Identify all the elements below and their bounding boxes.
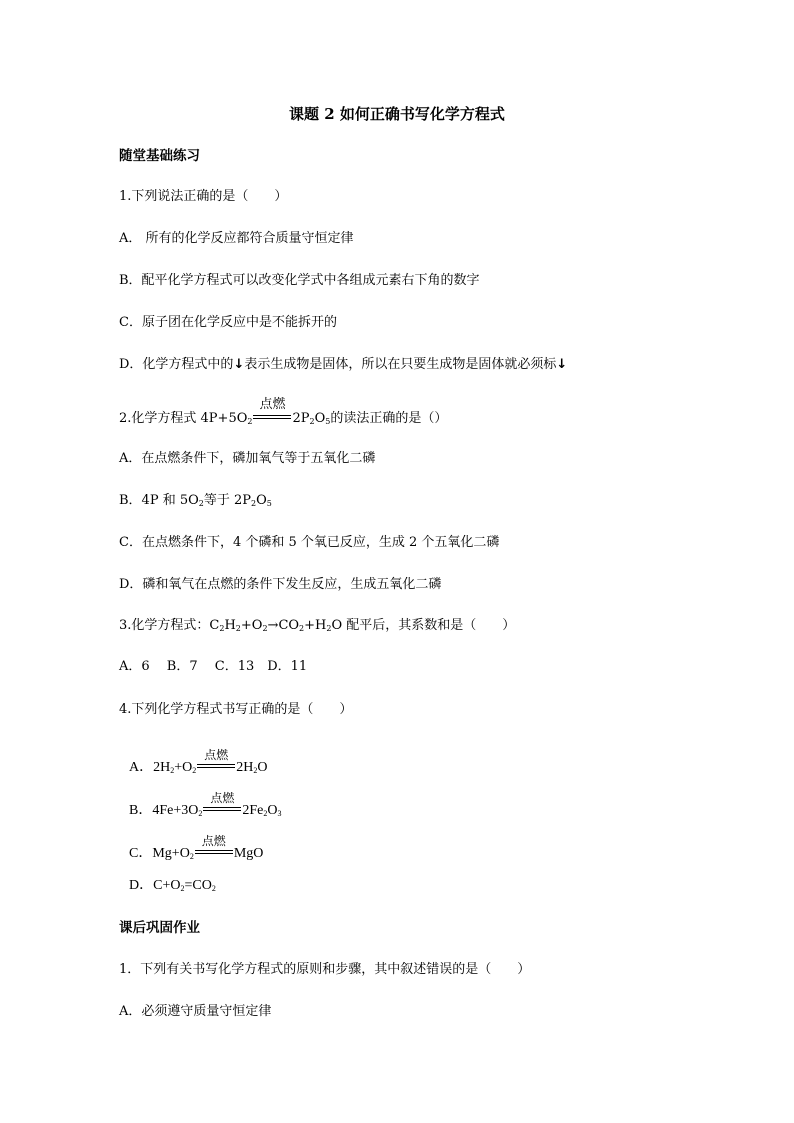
q2-product-sub: 5 [325, 417, 331, 426]
q4-option-c [129, 834, 264, 862]
formula-part: O [267, 803, 278, 818]
q2-product-o: O [314, 411, 326, 426]
q1-option-c: C．原子团在化学反应中是不能拆开的 [119, 315, 337, 330]
formula-sub: 2 [198, 809, 203, 818]
q1-stem: 1.下列说法正确的是（ ） [119, 189, 288, 204]
q2-b-sub: 2 [198, 499, 204, 508]
reaction-condition-arrow [197, 748, 235, 773]
formula-part: 2H [153, 760, 171, 775]
q4-option-a [129, 748, 268, 776]
reaction-condition-text: 点燃 [204, 748, 229, 762]
reaction-condition-text: 点燃 [210, 791, 235, 805]
q2-option-d: D．磷和氧气在点燃的条件下发生反应，生成五氧化二磷 [119, 577, 442, 592]
formula-part: MgO [233, 846, 264, 861]
q4-option-d [129, 878, 216, 894]
q2-option-c: C．在点燃条件下，4 个磷和 5 个氧已反应，生成 2 个五氧化二磷 [119, 535, 500, 550]
equal-bar-bottom [195, 853, 233, 854]
equal-bar-top [203, 807, 241, 808]
formula-part: 2Fe [242, 803, 264, 818]
reaction-condition-arrow [203, 791, 241, 816]
q4-a-label: A． [129, 760, 154, 775]
formula-part: 4Fe+3O [152, 803, 199, 818]
formula-sub: 3 [277, 809, 282, 818]
q2-option-a: A．在点燃条件下，磷加氧气等于五氧化二磷 [119, 451, 376, 466]
formula-sub: 2 [189, 852, 194, 861]
formula-sub: 2 [170, 766, 175, 775]
q2-stem [119, 397, 448, 427]
equal-bar-top [195, 850, 233, 851]
formula-part: C+O [153, 878, 181, 893]
formula-sub: 2 [263, 809, 268, 818]
reaction-condition-text: 点燃 [259, 397, 286, 412]
q2-product-sub: 2 [309, 417, 315, 426]
formula-part: 2H [236, 760, 254, 775]
equal-bar-bottom [197, 767, 235, 768]
q3-sub: 2 [299, 624, 305, 633]
down-arrow-icon: ↓ [233, 357, 245, 372]
formula-sub: 2 [211, 884, 216, 893]
q2-b-sub: 5 [266, 499, 272, 508]
q4-stem: 4.下列化学方程式书写正确的是（ ） [119, 702, 353, 717]
q2-b-middle: 等于 2P [203, 493, 252, 508]
formula-part: Mg+O [152, 846, 190, 861]
q3-sub: 2 [262, 624, 268, 633]
q1-option-b: B．配平化学方程式可以改变化学式中各组成元素右下角的数字 [119, 273, 480, 288]
page-title: 课题 2 如何正确书写化学方程式 [289, 105, 505, 123]
q1-option-d [119, 357, 567, 373]
q4-d-label: D． [129, 878, 154, 893]
q2-b-o: O [256, 493, 267, 508]
q1-d-middle: 表示生成物是固体，所以在只要生成物是固体就必须标 [244, 357, 557, 372]
reaction-condition-arrow [195, 834, 233, 859]
q1-option-a: A． 所有的化学反应都符合质量守恒定律 [119, 231, 354, 246]
h1-option-a: A．必须遵守质量守恒定律 [119, 1004, 272, 1019]
q2-b-sub: 2 [251, 499, 257, 508]
q1-d-prefix: D．化学方程式中的 [119, 357, 234, 372]
q3-stem-prefix: 3.化学方程式：C [119, 618, 220, 633]
reaction-condition-text: 点燃 [201, 834, 226, 848]
q3-stem-suffix: O 配平后，其系数和是（ ） [331, 618, 516, 633]
reaction-condition-arrow [253, 397, 291, 424]
q3-stem [119, 618, 515, 634]
formula-part: =CO [184, 878, 212, 893]
q3-sub: 2 [235, 624, 241, 633]
q3-arrow-co: →CO [267, 618, 300, 633]
q3-plus-h: +H [304, 618, 327, 633]
q3-sub: 2 [326, 624, 332, 633]
q2-product: 2P [292, 411, 310, 426]
q3-sub: 2 [219, 624, 225, 633]
formula-part: +O [174, 760, 193, 775]
q3-h: H [224, 618, 236, 633]
section-practice: 随堂基础练习 [119, 148, 200, 164]
q2-stem-suffix: 的读法正确的是（） [330, 411, 448, 426]
down-arrow-icon: ↓ [556, 357, 568, 372]
formula-sub: 2 [253, 766, 258, 775]
q3-plus-o: +O [240, 618, 263, 633]
formula-sub: 2 [192, 766, 197, 775]
formula-sub: 2 [180, 884, 185, 893]
q4-b-label: B． [129, 803, 153, 818]
equal-bar-top [197, 764, 235, 765]
q2-sub: 2 [247, 417, 253, 426]
q2-option-b [119, 493, 272, 509]
q4-c-label: C． [129, 846, 153, 861]
h1-stem: 1．下列有关书写化学方程式的原则和步骤，其中叙述错误的是（ ） [119, 962, 531, 977]
q3-options: A．6 B．7 C．13 D．11 [119, 659, 308, 674]
q2-b-prefix: B．4P 和 5O [119, 493, 199, 508]
q2-stem-prefix: 2.化学方程式 4P+5O [119, 411, 248, 426]
formula-part: O [257, 760, 268, 775]
equal-bar-bottom [203, 810, 241, 811]
section-homework: 课后巩固作业 [119, 920, 200, 936]
q4-option-b [129, 791, 282, 819]
equal-bar-bottom [253, 418, 291, 419]
equal-bar-top [253, 415, 291, 416]
